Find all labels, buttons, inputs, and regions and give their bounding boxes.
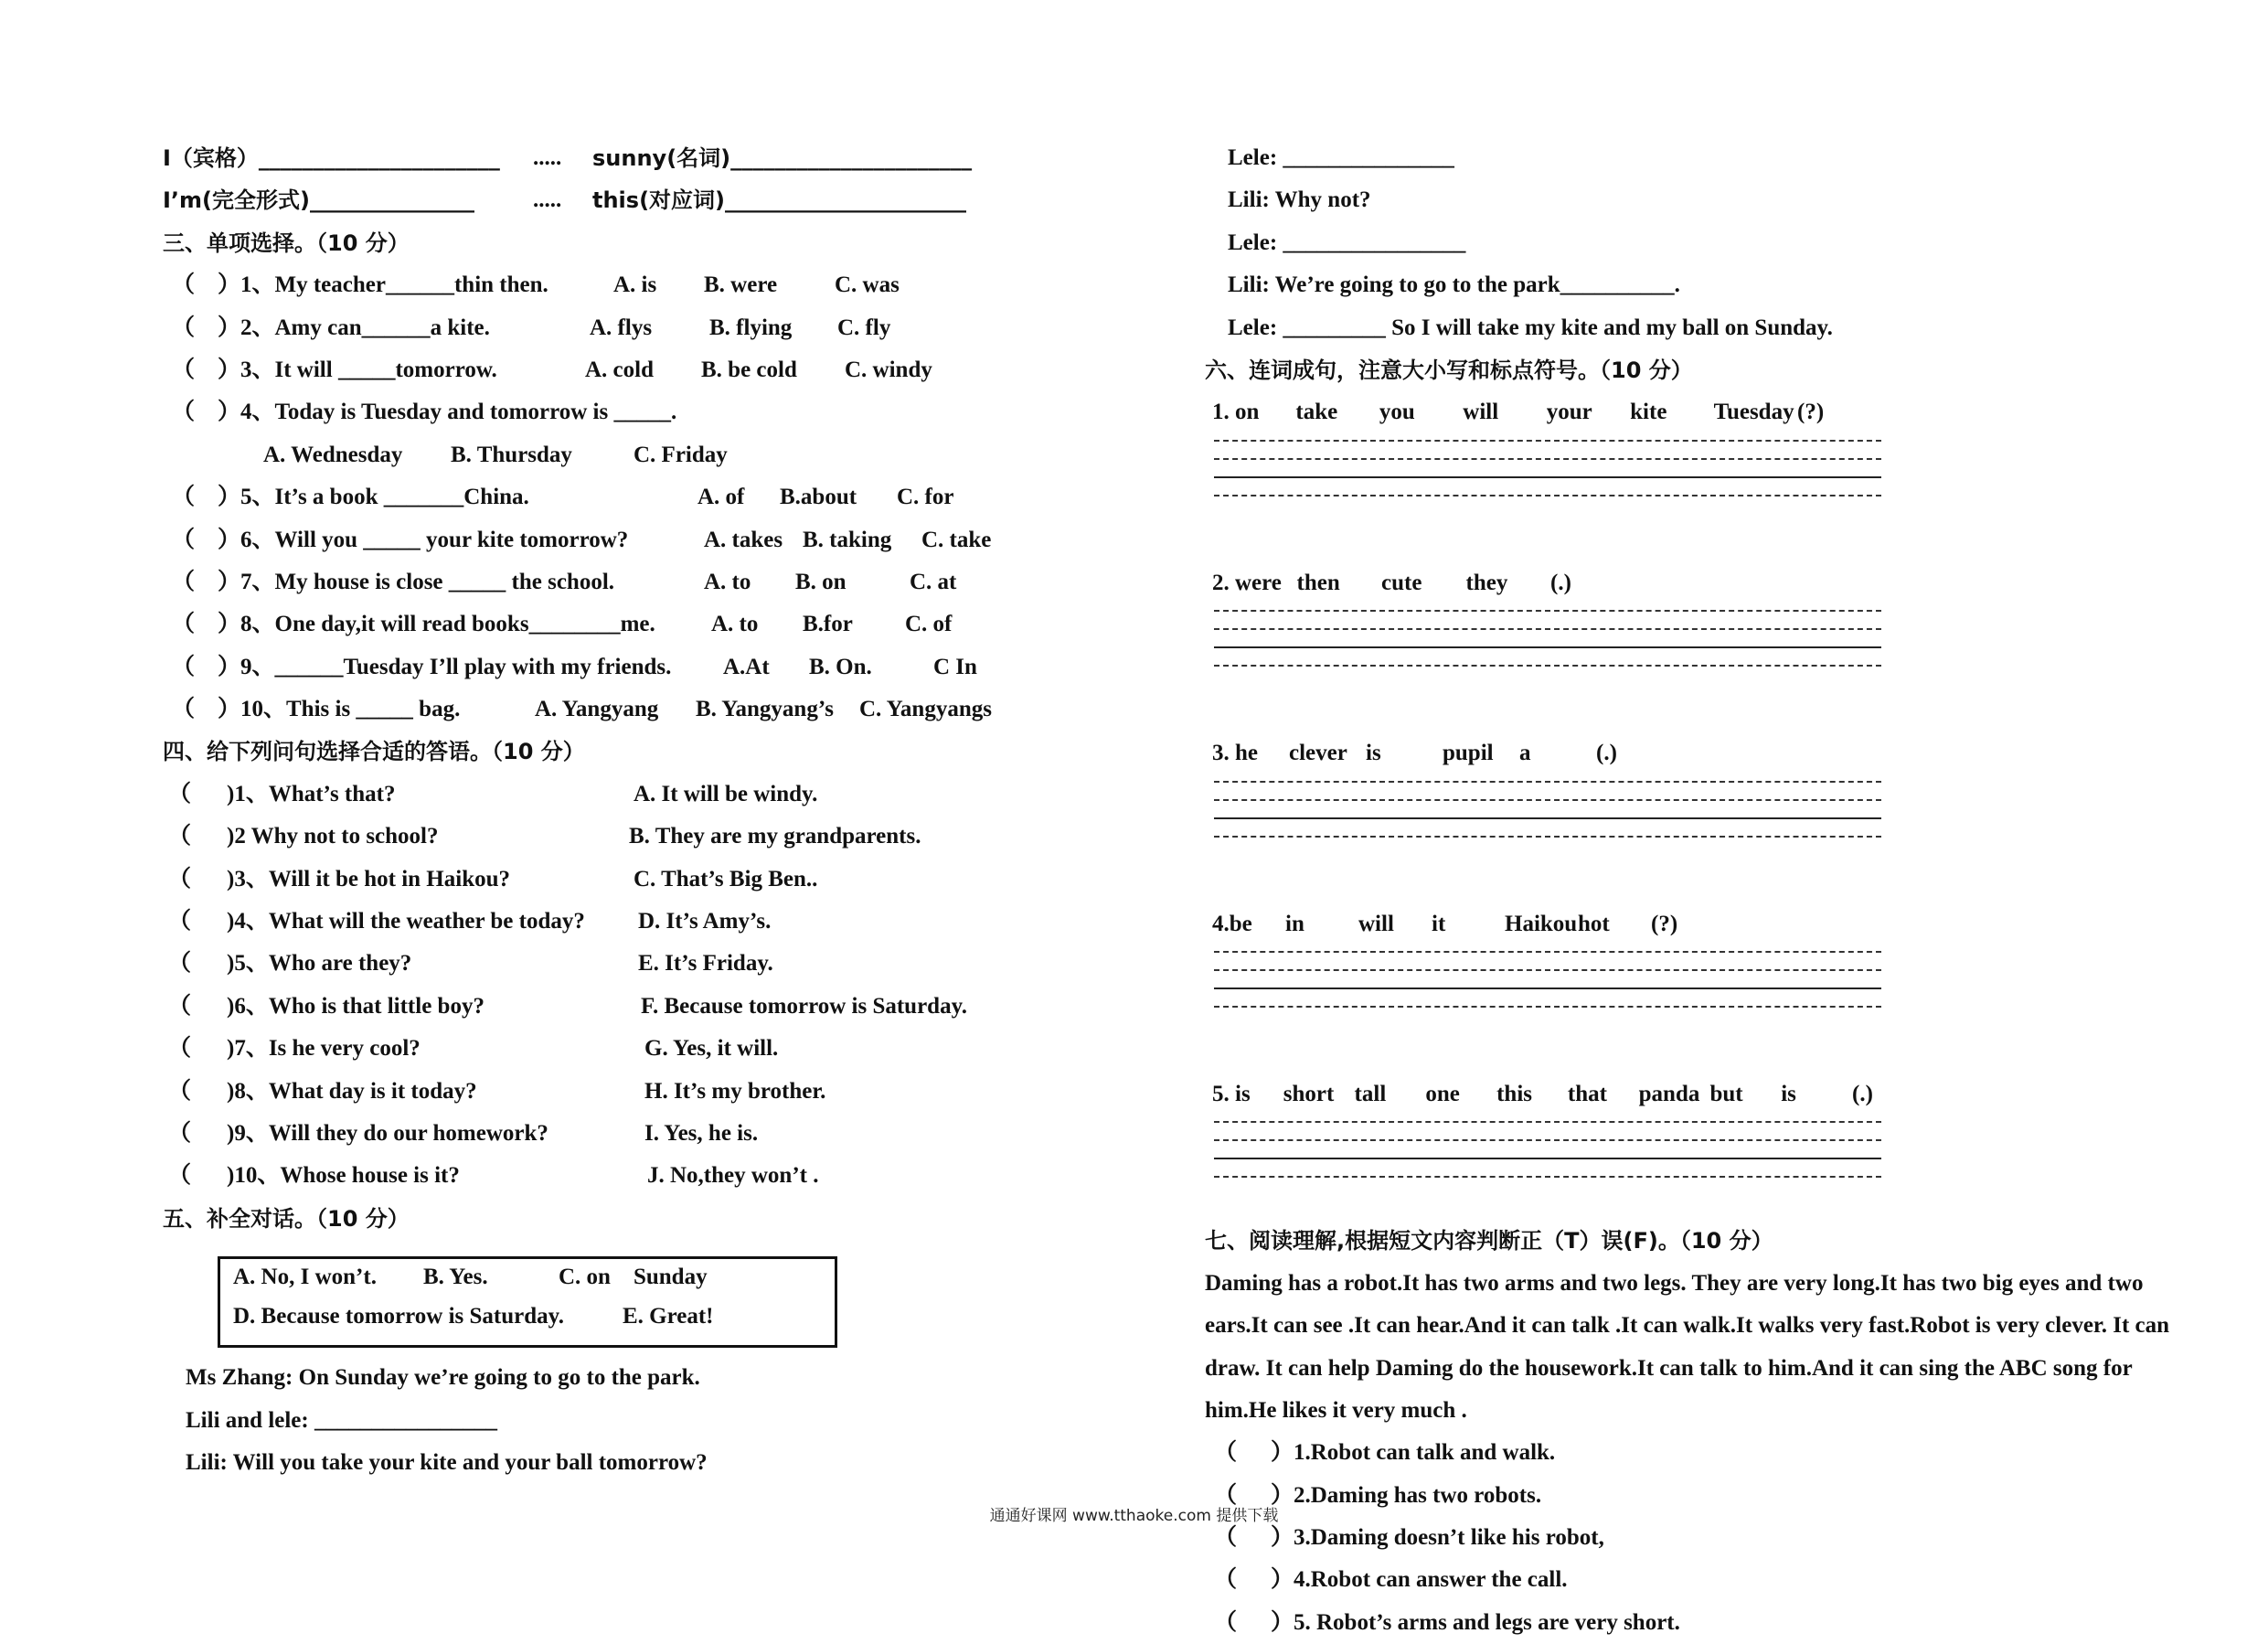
question-text: ）4、Today is Tuesday and tomorrow is _____. [218, 400, 677, 425]
word: (.) [1852, 1081, 1873, 1106]
match-list [163, 774, 1177, 1198]
question-text: )5、Who are they? [227, 951, 412, 977]
passage-line: him.He likes it very much . [1205, 1397, 1467, 1423]
question-text: ）9、______Tuesday I’ll play with my friends. [218, 654, 672, 679]
word: your [1546, 400, 1592, 425]
dashed-line [1214, 1006, 1881, 1008]
dashed-line [1214, 440, 1881, 442]
word: they [1465, 570, 1508, 595]
option: D. Because tomorrow is Saturday. [233, 1304, 565, 1329]
scrambled-words [1205, 562, 2192, 604]
word: 4.be [1212, 911, 1252, 936]
option-b: B.for [803, 612, 853, 637]
options-box [218, 1256, 837, 1348]
option-c: C. windy [845, 357, 932, 382]
dialog [163, 1357, 1177, 1484]
paren: （ [172, 697, 196, 722]
choice-question [163, 519, 1177, 561]
word: (?) [1797, 400, 1825, 425]
word: 2. were [1212, 570, 1282, 595]
word-line [163, 137, 1177, 179]
paren: （ [172, 272, 196, 298]
option-c: C. was [835, 272, 900, 298]
paren: （ [168, 1120, 192, 1146]
question-text: )8、What day is it today? [227, 1078, 477, 1104]
word-prompt: I（宾格）______________________ [163, 145, 500, 171]
option-a: A.At [723, 654, 770, 679]
section-title: 五、补全对话。（10 分） [163, 1205, 410, 1232]
answer-option: F. Because tomorrow is Saturday. [641, 993, 967, 1019]
options-box-wrap [163, 1240, 1177, 1357]
word: 1. on [1212, 400, 1260, 425]
option-a: A. flys [590, 315, 653, 340]
match-question [163, 1113, 1177, 1155]
paren: （ [1214, 1609, 1238, 1635]
word: will [1463, 400, 1499, 425]
paren: （ [172, 315, 196, 340]
question-text: ）5、It’s a book _______China. [218, 485, 529, 510]
match-question [163, 943, 1177, 985]
question-text: )10、Whose house is it? [227, 1163, 460, 1189]
option-a: A. Yangyang [535, 697, 659, 722]
paren: （ [172, 400, 196, 425]
dialog-line: Lele: _______________ [1228, 145, 1454, 170]
paren: （ [172, 612, 196, 637]
word: take [1295, 400, 1338, 425]
word: a [1519, 741, 1531, 766]
question-text: ）6、Will you _____ your kite tomorrow? [218, 527, 629, 552]
dashed-line [1214, 1121, 1881, 1123]
option-c: C. take [921, 527, 992, 552]
solid-line [1214, 646, 1881, 648]
dialog-line: Lili: Why not? [1228, 187, 1371, 213]
solid-line [1214, 1158, 1881, 1159]
choice-question [163, 476, 1177, 518]
option-b: B. Thursday [451, 442, 572, 467]
dashed-line [1214, 951, 1881, 953]
option-c: C. for [897, 485, 954, 510]
choice-question [163, 391, 1177, 433]
solid-line [1214, 476, 1881, 478]
word: kite [1630, 400, 1667, 425]
question-text: ）5. Robot’s arms and legs are very short. [1271, 1609, 1680, 1635]
dialog-line: Lili: Will you take your kite and your ball tomorrow? [186, 1449, 708, 1475]
word: pupil [1443, 741, 1494, 766]
option-a: A. to [711, 612, 759, 637]
option-b: B.about [780, 485, 857, 510]
option: A. No, I won’t. [233, 1265, 377, 1290]
scrambled-words [1205, 1073, 2192, 1116]
option: E. Great! [623, 1304, 714, 1329]
option-a: A. cold [585, 357, 654, 382]
passage-line: draw. It can help Daming do the housework.It can talk to him.And it can sing the ABC song for [1205, 1355, 2133, 1381]
word: short [1283, 1081, 1335, 1106]
question-text: ）4.Robot can answer the call. [1271, 1567, 1568, 1593]
paren: （ [168, 1078, 192, 1104]
option-c: C. at [910, 569, 957, 594]
word: is [1366, 741, 1381, 766]
right-column [1205, 137, 2192, 1644]
dialog-line: Lele: _________ So I will take my kite and my ball on Sunday. [1228, 315, 1833, 340]
question-text: ）8、One day,it will read books________me. [218, 612, 655, 637]
word: (?) [1651, 911, 1678, 936]
dashed-line [1214, 799, 1881, 801]
dialog-continued [1205, 137, 2192, 349]
paren: （ [1214, 1482, 1238, 1508]
reading-passage [1205, 1263, 2201, 1433]
option-a: A. Wednesday [263, 442, 403, 467]
choice-question [163, 264, 1177, 306]
answer-option: I. Yes, he is. [644, 1120, 759, 1146]
dashed-line [1214, 665, 1881, 667]
dashed-line [1214, 458, 1881, 460]
question-text: ）10、This is _____ bag. [218, 697, 461, 722]
match-question [163, 986, 1177, 1028]
question-text: )4、What will the weather be today? [227, 909, 585, 934]
dots: ..... [533, 145, 562, 170]
word-line [163, 179, 1177, 221]
word-prompt: sunny(名词)______________________ [592, 145, 973, 171]
section-title: 三、单项选择。（10 分） [163, 230, 410, 256]
option-b: B. were [704, 272, 778, 298]
match-question [163, 1071, 1177, 1113]
paren: （ [168, 1163, 192, 1189]
word-prompt: this(对应词)______________________ [592, 187, 967, 214]
paren: （ [168, 1036, 192, 1062]
dialog-line: Lele: ________________ [1228, 230, 1466, 255]
question-text: ）2.Daming has two robots. [1271, 1482, 1542, 1508]
passage-line: ears.It can see .It can hear.And it can talk .It can walk.It walks very fast.Robot is very clever. It can [1205, 1313, 2170, 1339]
choice-question [163, 561, 1177, 603]
dashed-line [1214, 628, 1881, 630]
dashed-line [1214, 495, 1881, 496]
scrambled-words [1205, 391, 2192, 433]
option-c: C. fly [837, 315, 891, 340]
section-title: 四、给下列问句选择合适的答语。（10 分） [163, 739, 585, 765]
question-text: ）1、My teacher______thin then. [218, 272, 548, 298]
answer-option: H. It’s my brother. [644, 1078, 826, 1104]
word: then [1296, 570, 1340, 595]
paren: （ [1214, 1525, 1238, 1551]
word-order-list [1205, 391, 2192, 1183]
word: but [1709, 1081, 1743, 1106]
writing-lines [1214, 1116, 1881, 1183]
question-text: )3、Will it be hot in Haikou? [227, 866, 511, 891]
word: this [1496, 1081, 1533, 1106]
section-title: 六、连词成句，注意大小写和标点符号。（10 分） [1205, 357, 1693, 383]
dashed-line [1214, 1176, 1881, 1178]
match-question [163, 859, 1177, 901]
match-question [163, 1028, 1177, 1070]
word: Tuesday [1713, 400, 1794, 425]
option-b: B. Yangyang’s [696, 697, 834, 722]
choice-question [163, 434, 1177, 476]
option-c: C. Friday [634, 442, 728, 467]
answer-option: C. That’s Big Ben.. [634, 866, 818, 891]
word: that [1567, 1081, 1607, 1106]
dashed-line [1214, 969, 1881, 971]
question-text: ）3、It will _____tomorrow. [218, 357, 497, 382]
match-question [163, 901, 1177, 943]
paren: （ [168, 951, 192, 977]
choice-question [163, 349, 1177, 391]
question-text: ）3.Daming doesn’t like his robot, [1271, 1525, 1604, 1551]
word: cute [1381, 570, 1422, 595]
paren: （ [172, 654, 196, 679]
dashed-line [1214, 1139, 1881, 1141]
answer-option: A. It will be windy. [634, 781, 818, 806]
option-a: A. to [704, 569, 751, 594]
match-question [163, 774, 1177, 816]
word: (.) [1550, 570, 1571, 595]
paren: （ [172, 527, 196, 552]
word: panda [1638, 1081, 1700, 1106]
left-column [163, 137, 1177, 1484]
dialog-line: Lili and lele: ________________ [186, 1407, 497, 1433]
passage-line: Daming has a robot.It has two arms and two legs. They are very long.It has two big eyes and two [1205, 1270, 2144, 1296]
paren: （ [168, 781, 192, 806]
scrambled-words [1205, 732, 2192, 774]
word: you [1379, 400, 1415, 425]
choice-question [163, 646, 1177, 689]
match-question [163, 1155, 1177, 1197]
word: hot [1578, 911, 1610, 936]
word: (.) [1596, 741, 1617, 766]
option-c: C. Yangyangs [859, 697, 992, 722]
paren: （ [172, 357, 196, 382]
word: is [1781, 1081, 1796, 1106]
word: Haikou [1505, 911, 1578, 936]
question-text: ）7、My house is close _____ the school. [218, 569, 615, 594]
dialog-line: Ms Zhang: On Sunday we’re going to go to the park. [186, 1365, 700, 1391]
writing-lines [1214, 604, 1881, 672]
option-c: C. of [905, 612, 953, 637]
answer-option: J. No,they won’t . [647, 1163, 819, 1189]
answer-option: D. It’s Amy’s. [638, 909, 772, 934]
word: it [1432, 911, 1446, 936]
word: in [1285, 911, 1304, 936]
choice-question [163, 603, 1177, 646]
question-text: )7、Is he very cool? [227, 1036, 421, 1062]
tf-question [1205, 1432, 2192, 1474]
question-text: )2 Why not to school? [227, 824, 439, 849]
question-text: ）2、Amy can______a kite. [218, 315, 490, 340]
option-b: B. On. [809, 654, 872, 679]
word: will [1358, 911, 1394, 936]
option-b: B. be cold [701, 357, 797, 382]
option: C. on Sunday [559, 1265, 708, 1290]
paren: （ [168, 909, 192, 934]
choice-question [163, 689, 1177, 731]
question-text: )9、Will they do our homework? [227, 1120, 548, 1146]
word: 3. he [1212, 741, 1258, 766]
section-title: 七、阅读理解,根据短文内容判断正（T）误(F)。（10 分） [1205, 1228, 1773, 1254]
solid-line [1214, 817, 1881, 819]
paren: （ [1214, 1440, 1238, 1466]
option-a: A. of [697, 485, 745, 510]
dialog-line: Lili: We’re going to go to the park__________. [1228, 272, 1680, 298]
option-b: B. taking [803, 527, 892, 552]
dashed-line [1214, 781, 1881, 783]
scrambled-words [1205, 903, 2192, 945]
question-text: ）1.Robot can talk and walk. [1271, 1440, 1556, 1466]
option-a: A. is [613, 272, 657, 298]
dashed-line [1214, 836, 1881, 838]
footer-credit: 通通好课网 www.tthaoke.com 提供下载 [989, 1507, 1279, 1525]
word: tall [1354, 1081, 1387, 1106]
word: one [1425, 1081, 1460, 1106]
answer-option: B. They are my grandparents. [629, 824, 921, 849]
option-a: A. takes [704, 527, 783, 552]
tf-question [1205, 1559, 2192, 1601]
writing-lines [1214, 945, 1881, 1013]
answer-option: G. Yes, it will. [644, 1036, 779, 1062]
writing-lines [1214, 775, 1881, 843]
option: B. Yes. [423, 1265, 488, 1290]
option-b: B. flying [709, 315, 793, 340]
word: 5. is [1212, 1081, 1251, 1106]
choice-list [163, 264, 1177, 731]
dots: ..... [533, 187, 562, 213]
answer-option: E. It’s Friday. [638, 951, 773, 977]
paren: （ [168, 866, 192, 891]
paren: （ [172, 569, 196, 594]
choice-question [163, 307, 1177, 349]
paren: （ [1214, 1567, 1238, 1593]
dashed-line [1214, 610, 1881, 612]
question-text: )6、Who is that little boy? [227, 993, 484, 1019]
writing-lines [1214, 434, 1881, 502]
paren: （ [168, 824, 192, 849]
match-question [163, 816, 1177, 858]
word: clever [1289, 741, 1347, 766]
option-b: B. on [795, 569, 847, 594]
question-text: )1、What’s that? [227, 781, 396, 806]
word-prompt: I’m(完全形式)_______________ [163, 187, 474, 214]
option-c: C In [933, 654, 977, 679]
solid-line [1214, 987, 1881, 989]
true-false-list [1205, 1432, 2192, 1644]
paren: （ [172, 485, 196, 510]
tf-question [1205, 1602, 2192, 1644]
paren: （ [168, 993, 192, 1019]
